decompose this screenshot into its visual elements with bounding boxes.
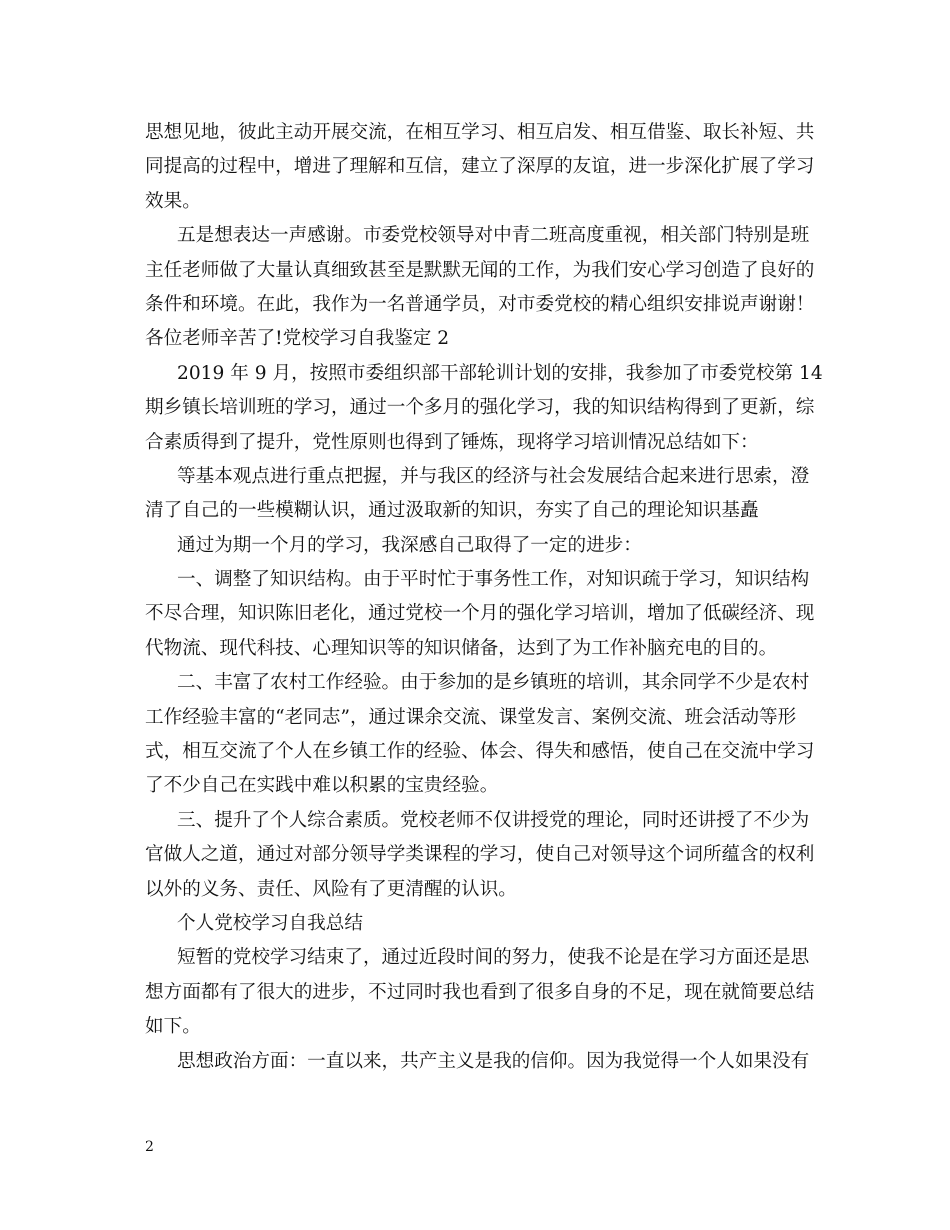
text-line: 三、提升了个人综合素质。党校老师不仅讲授党的理论，同时还讲授了不少为 <box>177 809 810 831</box>
text-line: 了不少自己在实践中难以积累的宝贵经验。 <box>145 775 499 797</box>
text-line: 主任老师做了大量认真细致甚至是默默无闻的工作，为我们安心学习创造了良好的 <box>145 259 815 281</box>
text-line: 官做人之道，通过对部分领导学类课程的学习，使自己对领导这个词所蕴含的权利 <box>145 844 815 866</box>
text-line: 短暂的党校学习结束了，通过近段时间的努力，使我不论是在学习方面还是思 <box>177 947 810 969</box>
text-line: 想方面都有了很大的进步，不过同时我也看到了很多自身的不足，现在就简要总结 <box>145 981 815 1003</box>
text-line: 2019 年 9 月，按照市委组织部干部轮训计划的安排，我参加了市委党校第 14 <box>177 362 823 384</box>
text-line: 个人党校学习自我总结 <box>177 912 363 934</box>
text-line: 式，相互交流了个人在乡镇工作的经验、体会、得失和感悟，使自己在交流中学习 <box>145 741 815 763</box>
text-line: 条件和环境。在此，我作为一名普通学员，对市委党校的精心组织安排说声谢谢！ <box>145 293 815 315</box>
text-line: 清了自己的一些模糊认识，通过汲取新的知识，夯实了自己的理论知识基矗 <box>145 500 759 522</box>
text-line: 工作经验丰富的“老同志”，通过课余交流、课堂发言、案例交流、班会活动等形 <box>145 706 797 728</box>
text-line: 期乡镇长培训班的学习，通过一个多月的强化学习，我的知识结构得到了更新，综 <box>145 397 815 419</box>
text-line: 代物流、现代科技、心理知识等的知识储备，达到了为工作补脑充电的目的。 <box>145 637 778 659</box>
text-line: 以外的义务、责任、风险有了更清醒的认识。 <box>145 878 517 900</box>
page-number: 2 <box>145 1139 154 1155</box>
text-line: 思想政治方面：一直以来，共产主义是我的信仰。因为我觉得一个人如果没有 <box>177 1050 810 1072</box>
text-line: 不尽合理，知识陈旧老化，通过党校一个月的强化学习培训，增加了低碳经济、现 <box>145 603 815 625</box>
text-line: 效果。 <box>145 190 201 212</box>
text-line: 如下。 <box>145 1016 201 1038</box>
text-line: 一、调整了知识结构。由于平时忙于事务性工作，对知识疏于学习，知识结构 <box>177 569 810 591</box>
text-line: 合素质得到了提升，党性原则也得到了锤炼，现将学习培训情况总结如下： <box>145 431 759 453</box>
text-line: 同提高的过程中，增进了理解和互信，建立了深厚的友谊，进一步深化扩展了学习 <box>145 156 815 178</box>
text-line: 二、丰富了农村工作经验。由于参加的是乡镇班的培训，其余同学不少是农村 <box>177 672 810 694</box>
text-line: 通过为期一个月的学习，我深感自己取得了一定的进步： <box>177 534 642 556</box>
document-body <box>145 116 823 1079</box>
text-line: 思想见地，彼此主动开展交流，在相互学习、相互启发、相互借鉴、取长补短、共 <box>145 122 815 143</box>
text-line: 五是想表达一声感谢。市委党校领导对中青二班高度重视，相关部门特别是班 <box>177 225 810 247</box>
text-line: 各位老师辛苦了!党校学习自我鉴定 2 <box>145 328 450 350</box>
text-line: 等基本观点进行重点把握，并与我区的经济与社会发展结合起来进行思索，澄 <box>177 465 810 487</box>
